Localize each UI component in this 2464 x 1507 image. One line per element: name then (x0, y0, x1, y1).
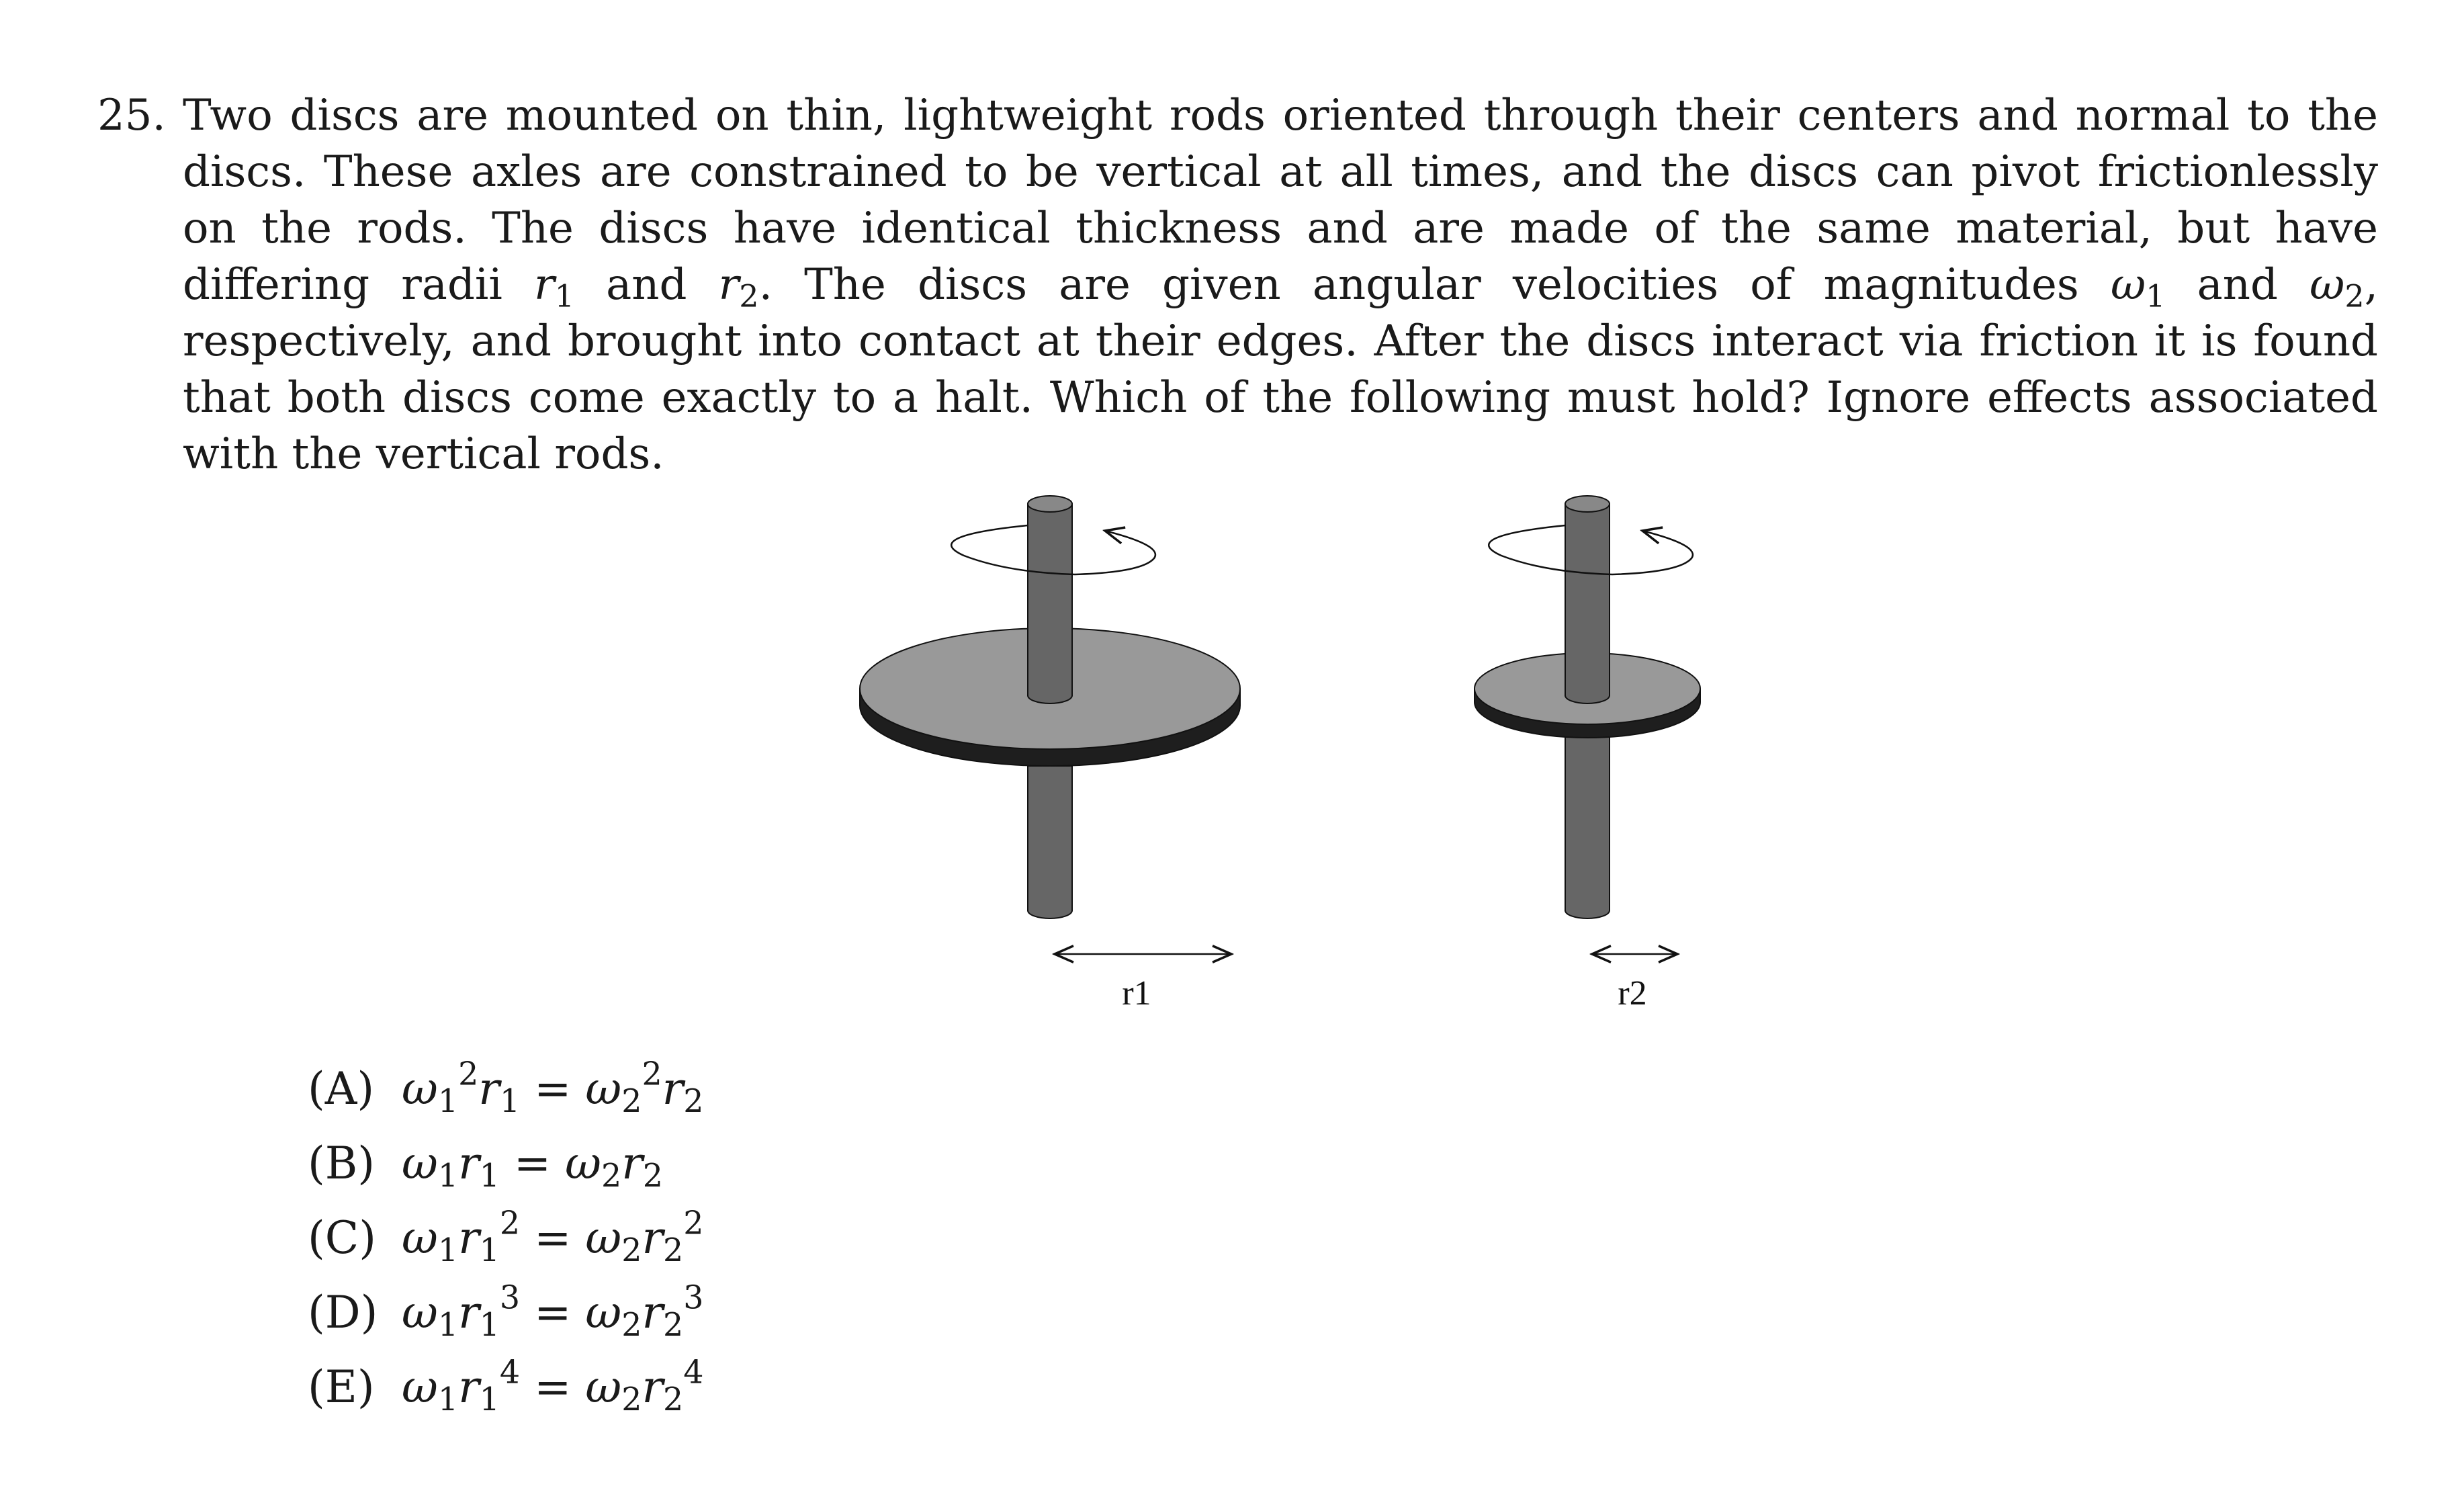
problem-statement (97, 87, 2378, 482)
equals-sign: = (534, 1361, 572, 1413)
r1-label: r1 (1122, 974, 1151, 1013)
term-d-sup: 4 (683, 1354, 704, 1391)
option-letter: (D) (308, 1287, 378, 1338)
term-d-sup: 2 (683, 1205, 704, 1242)
term-c: ω (585, 1287, 622, 1338)
omega2-symbol: ω (2309, 260, 2345, 310)
term-a-sub: 1 (437, 1232, 459, 1269)
r1-symbol: r (534, 260, 555, 310)
term-b-sub: 1 (479, 1306, 500, 1344)
term-b: r (478, 1063, 500, 1115)
term-d: r (621, 1137, 643, 1189)
question-text (183, 87, 2378, 482)
question-text-and-2: and (2165, 260, 2310, 310)
term-a-sup: 2 (458, 1056, 479, 1093)
r1-subscript: 1 (554, 277, 574, 314)
term-a-sub: 1 (437, 1157, 459, 1195)
term-c-sub: 2 (601, 1157, 622, 1195)
term-b: r (458, 1137, 480, 1189)
question-text-and-1: and (574, 260, 719, 310)
term-b-sub: 1 (479, 1381, 500, 1418)
term-d-sup: 3 (683, 1279, 704, 1317)
omega1-subscript: 1 (2146, 277, 2166, 314)
option-d[interactable] (308, 1275, 703, 1350)
term-d: r (642, 1212, 663, 1264)
equals-sign: = (534, 1063, 572, 1115)
term-b: r (458, 1361, 480, 1413)
option-letter: (C) (308, 1212, 376, 1264)
term-b-sup: 3 (499, 1279, 521, 1317)
r2-label: r2 (1618, 974, 1647, 1013)
left-lower-rod (1028, 766, 1072, 918)
option-letter: (B) (308, 1137, 375, 1189)
term-c-sub: 2 (621, 1232, 642, 1269)
omega2-subscript: 2 (2344, 277, 2365, 314)
term-c: ω (585, 1063, 622, 1115)
right-lower-rod (1565, 726, 1610, 918)
term-b-sub: 1 (479, 1232, 500, 1269)
equals-sign: = (534, 1287, 572, 1338)
discs-diagram (853, 484, 1726, 1021)
term-c-sub: 2 (621, 1381, 642, 1418)
term-a: ω (402, 1287, 438, 1338)
term-d: r (642, 1361, 663, 1413)
option-e[interactable] (308, 1350, 703, 1424)
term-d-sub: 2 (663, 1232, 684, 1269)
term-b: r (458, 1212, 480, 1264)
term-c-sub: 2 (621, 1082, 642, 1120)
term-a: ω (402, 1361, 438, 1413)
term-a: ω (402, 1063, 438, 1115)
term-c: ω (565, 1137, 601, 1189)
term-b-sub: 1 (499, 1082, 521, 1120)
term-d: r (662, 1063, 684, 1115)
term-d-sub: 2 (663, 1381, 684, 1418)
term-a: ω (402, 1212, 438, 1264)
term-c: ω (585, 1361, 622, 1413)
term-d-sub: 2 (683, 1082, 704, 1120)
answer-options (308, 1051, 703, 1424)
term-d-sub: 2 (663, 1306, 684, 1344)
term-d-sub: 2 (642, 1157, 663, 1195)
r2-symbol: r (718, 260, 740, 310)
option-a[interactable] (308, 1051, 703, 1126)
omega1-symbol: ω (2110, 260, 2146, 310)
term-c: ω (585, 1212, 622, 1264)
term-c-sub: 2 (621, 1306, 642, 1344)
right-upper-rod (1565, 496, 1610, 703)
term-d: r (642, 1287, 663, 1338)
term-b: r (458, 1287, 480, 1338)
option-letter: (A) (308, 1063, 375, 1115)
term-a-sub: 1 (437, 1306, 459, 1344)
term-c-sup: 2 (642, 1056, 662, 1093)
option-c[interactable] (308, 1201, 703, 1275)
r2-subscript: 2 (739, 277, 759, 314)
term-a: ω (402, 1137, 438, 1189)
question-text-part-2: . The discs are given angular velocities of magnitudes (758, 260, 2111, 310)
option-letter: (E) (308, 1361, 375, 1413)
question-text-part-3: , respectively, and brought into contact at their edges. After the discs interact via friction it is found that both discs come exactly to a halt. Which of the following must hold? Ignore effects associated with the vertical rods. (183, 260, 2379, 479)
right-disc-assembly (1475, 496, 1700, 918)
equals-sign: = (513, 1137, 552, 1189)
term-b-sup: 4 (499, 1354, 521, 1391)
term-b-sub: 1 (479, 1157, 500, 1195)
question-text-part-1: Two discs are mounted on thin, lightweight rods oriented through their centers and normal to the discs. These axles are constrained to be vertical at all times, and the discs can pivot frictionlessly on the rods. The discs have identical thickness and are made of the same material, but have differing radii (183, 91, 2378, 310)
question-number: 25. (97, 91, 166, 140)
equals-sign: = (534, 1212, 572, 1264)
term-b-sup: 2 (499, 1205, 521, 1242)
term-a-sub: 1 (437, 1381, 459, 1418)
left-upper-rod (1028, 496, 1072, 703)
option-b[interactable] (308, 1126, 703, 1201)
left-disc-assembly (860, 496, 1240, 918)
term-a-sub: 1 (437, 1082, 459, 1120)
